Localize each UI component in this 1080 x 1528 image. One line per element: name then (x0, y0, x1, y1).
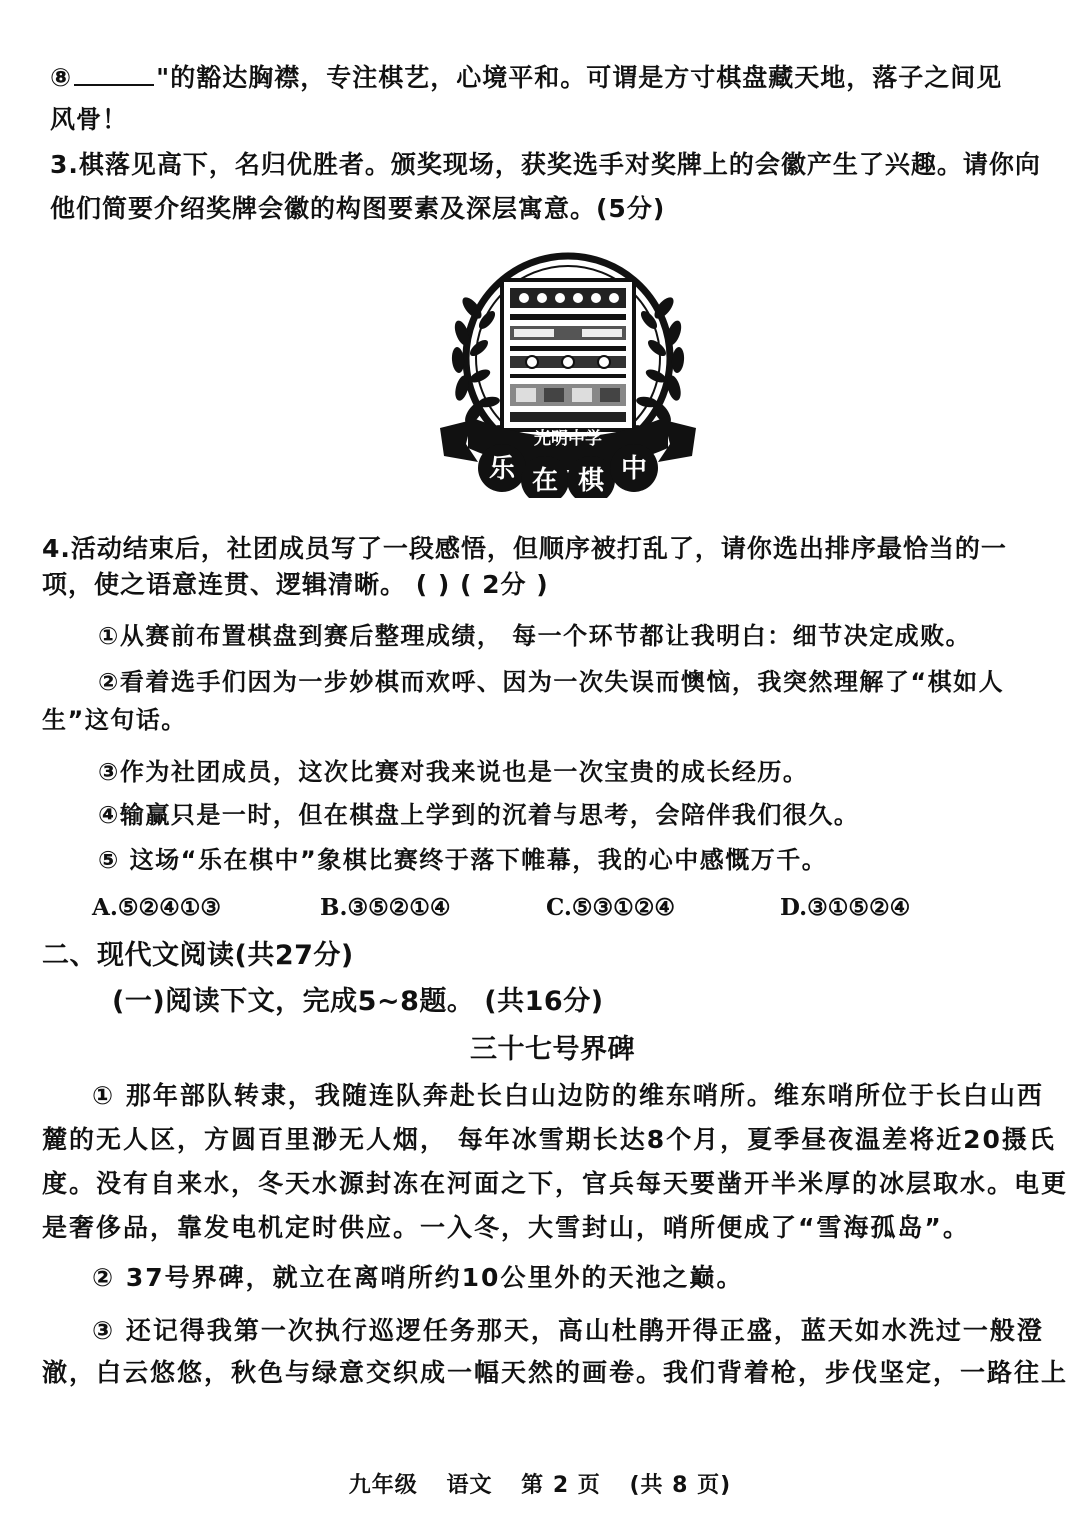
option-a: A.⑤②④①③ (92, 894, 221, 921)
sentence-2-continued: 生”这句话。 (42, 706, 187, 734)
paragraph-1-line-4: 是奢侈品，靠发电机定时供应。一入冬，大雪封山，哨所便成了“雪海孤岛”。 (42, 1213, 970, 1242)
footer-grade: 九年级 (348, 1473, 418, 1498)
emblem-char-2: 在 (531, 466, 559, 496)
emblem-graphic (432, 248, 704, 498)
medal-emblem (432, 248, 704, 498)
chessboard-icon (502, 280, 634, 430)
sentence-3: ③作为社团成员，这次比赛对我来说也是一次宝贵的成长经历。 (98, 758, 809, 786)
footer-subject: 语文 (446, 1473, 493, 1498)
paragraph-2: ② 37号界碑，就立在离哨所约10公里外的天池之巅。 (92, 1263, 744, 1292)
paragraph-1-line-3: 度。没有自来水，冬天水源封冻在河面之下，官兵每天要凿开半米厚的冰层取水。电更 (42, 1169, 1069, 1198)
sentence-4: ④输赢只是一时，但在棋盘上学到的沉着与思考，会陪伴我们很久。 (98, 801, 860, 829)
answer-blank (74, 62, 154, 86)
question-3-line-2: 他们简要介绍奖牌会徽的构图要素及深层寓意。(5分) (50, 194, 666, 223)
article-title: 三十七号界碑 (470, 1034, 635, 1065)
question-2-tail-line-1 (50, 62, 1002, 90)
emblem-school-name: 光明中学 (534, 429, 602, 449)
paragraph-3-line-1: ③ 还记得我第一次执行巡逻任务那天，高山杜鹃开得正盛，蓝天如水洗过一般澄 (92, 1316, 1044, 1345)
sentence-5: ⑤ 这场“乐在棋中”象棋比赛终于落下帷幕，我的心中感慨万千。 (98, 846, 828, 874)
footer-page-number: 第 2 页 (521, 1473, 601, 1498)
circled-number-8: ⑧ (50, 63, 73, 92)
page-footer (0, 1468, 1080, 1499)
sentence-2: ②看着选手们因为一步妙棋而欢呼、因为一次失误而懊恼，我突然理解了“棋如人 (98, 668, 1005, 696)
sentence-1: ①从赛前布置棋盘到赛后整理成绩， 每一个环节都让我明白：细节决定成败。 (98, 622, 972, 650)
emblem-char-4: 中 (620, 454, 648, 484)
emblem-char-1: 乐 (488, 454, 516, 484)
option-c: C.⑤③①②④ (546, 894, 676, 921)
question-4-line-1: 4.活动结束后，社团成员写了一段感悟，但顺序被打乱了，请你选出排序最恰当的一 (42, 534, 1007, 563)
answer-options (0, 894, 1080, 924)
option-b: B.③⑤②①④ (320, 894, 451, 921)
paragraph-3-line-2: 澈，白云悠悠，秋色与绿意交织成一幅天然的画卷。我们背着枪，步伐坚定，一路往上 (42, 1358, 1069, 1387)
paragraph-1-line-1: ① 那年部队转隶，我随连队奔赴长白山边防的维东哨所。维东哨所位于长白山西 (92, 1081, 1044, 1110)
section-2-subheading: (一)阅读下文，完成5~8题。 (共16分) (112, 986, 604, 1017)
paragraph-1-line-2: 麓的无人区，方圆百里渺无人烟， 每年冰雪期长达8个月，夏季昼夜温差将近20摄氏 (42, 1125, 1056, 1154)
emblem-char-3: 棋 (577, 466, 605, 496)
question-4-line-2: 项，使之语意连贯、逻辑清晰。 ( ) ( 2分 ) (42, 570, 549, 599)
question-2-tail-text: "的豁达胸襟，专注棋艺，心境平和。可谓是方寸棋盘藏天地，落子之间见 (156, 63, 1003, 92)
section-2-heading: 二、现代文阅读(共27分) (42, 940, 354, 971)
option-d: D.③①⑤②④ (780, 894, 911, 921)
question-3-line-1: 3.棋落见高下，名归优胜者。颁奖现场，获奖选手对奖牌上的会徽产生了兴趣。请你向 (50, 150, 1041, 179)
footer-total-pages: (共 8 页) (629, 1473, 732, 1498)
question-2-tail-line-2: 风骨！ (50, 105, 129, 134)
